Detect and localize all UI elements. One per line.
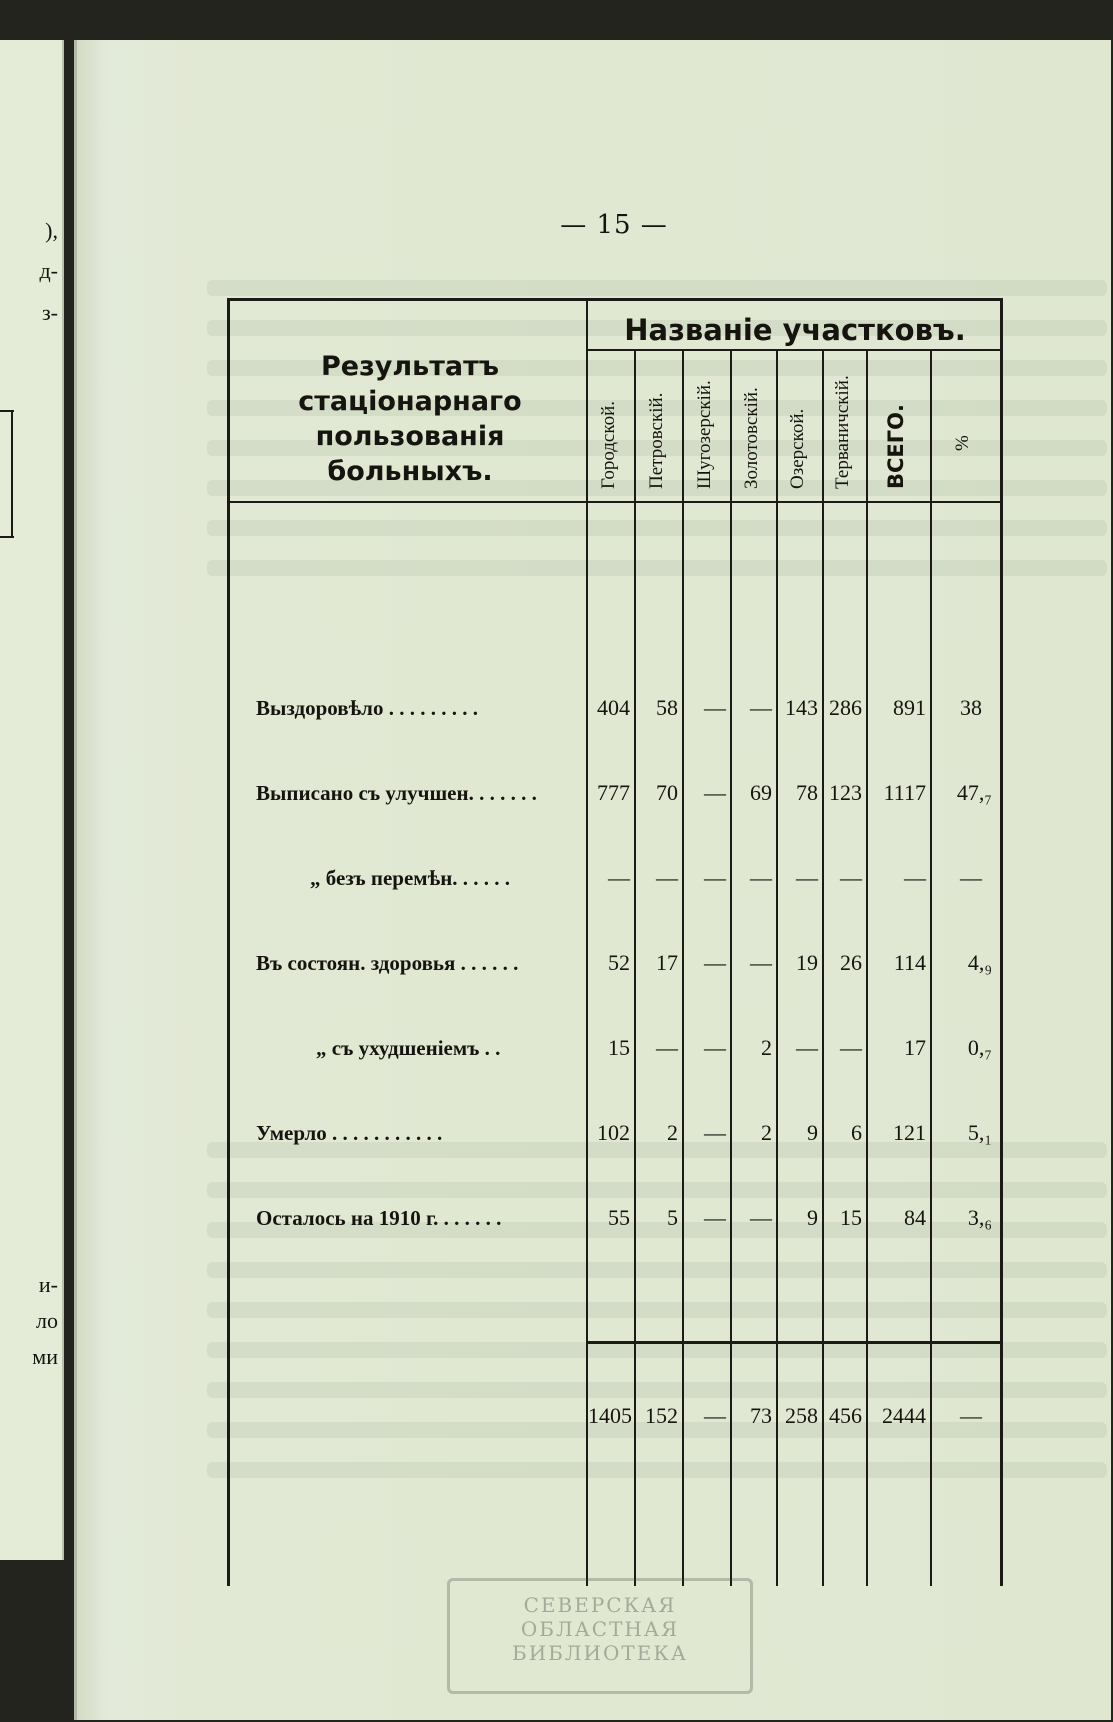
total-rule	[586, 1341, 1000, 1344]
table-cell: —	[704, 780, 726, 805]
row-label: Осталось на 1910 г. . . . . . .	[256, 1206, 502, 1230]
total-cell: 456	[829, 1403, 862, 1428]
table-cell: —	[840, 1035, 862, 1060]
row-label: Умерло . . . . . . . . . . .	[256, 1121, 443, 1145]
table-cell: 19	[796, 950, 818, 975]
table-cell: 1117	[883, 780, 926, 805]
table-cell: —	[704, 950, 726, 975]
table-cell: —	[608, 865, 630, 890]
table-cell: 70	[656, 780, 678, 805]
table-cell: 114	[893, 950, 926, 975]
table-cell: 78	[796, 780, 818, 805]
group-header-rule	[586, 349, 1000, 351]
table-cell: 0,₇	[967, 1035, 992, 1060]
table-cell: 286	[829, 695, 862, 720]
table-cell: 38	[960, 695, 982, 720]
table-cell: 121	[893, 1120, 926, 1145]
left-fragment: ми	[32, 1344, 58, 1369]
table-cell: 6	[851, 1120, 862, 1145]
left-fragment: ),	[45, 218, 58, 243]
row-label: Выздоровѣло . . . . . . . . .	[256, 696, 478, 720]
table-cell: —	[750, 950, 772, 975]
row-label: Въ состоян. здоровья . . . . . .	[256, 951, 519, 975]
col-header-total: ВСЕГО.	[884, 404, 908, 489]
table-cell: 47,₇	[956, 780, 992, 805]
col-header-shugozersky: Шугозерскій.	[694, 380, 715, 489]
table-cell: 17	[904, 1035, 926, 1060]
table-cell: —	[750, 1205, 772, 1230]
previous-page-edge	[0, 40, 64, 1560]
table-cell: 9	[807, 1120, 818, 1145]
col-header-percent: %	[952, 435, 973, 451]
table-cell: —	[704, 695, 726, 720]
table-cell: —	[904, 865, 926, 890]
table-cell: 123	[829, 780, 862, 805]
table-cell: 26	[840, 950, 862, 975]
table-cell: —	[960, 865, 982, 890]
table-cell: 17	[656, 950, 678, 975]
table-cell: 9	[807, 1205, 818, 1230]
group-header: Названіе участковъ.	[624, 313, 966, 347]
table-cell: 143	[785, 695, 818, 720]
table-cell: 52	[608, 950, 630, 975]
col-header-zolotovsky: Золотовскій.	[741, 387, 762, 489]
table-cell: 891	[893, 695, 926, 720]
table-cell: —	[656, 865, 678, 890]
table-cell: 58	[656, 695, 678, 720]
table-cell: —	[704, 1035, 726, 1060]
table-cell: 84	[904, 1205, 926, 1230]
table-cell: 3,₆	[967, 1205, 992, 1230]
table-cell: 2	[667, 1120, 678, 1145]
col-header-petrovsky: Петровскій.	[646, 392, 667, 489]
table-cell: 5,₁	[967, 1120, 992, 1145]
col-divider	[586, 301, 588, 1586]
table-cell: 2	[761, 1035, 772, 1060]
total-cell: —	[960, 1403, 982, 1428]
table-cell: 69	[750, 780, 772, 805]
results-table	[227, 298, 1003, 1586]
stamp-text: СЕВЕРСКАЯ ОБЛАСТНАЯ БИБЛИОТЕКА	[512, 1593, 688, 1665]
left-fragment: и-	[38, 1272, 58, 1297]
table-cell: 102	[597, 1120, 630, 1145]
row-label: Выписано съ улучшен. . . . . . .	[256, 781, 537, 805]
col-header-tervanichsky: Терваничскій.	[832, 375, 853, 489]
table-cell: —	[840, 865, 862, 890]
left-rule	[0, 536, 14, 538]
table-cell: —	[704, 1205, 726, 1230]
table-cell: —	[704, 1120, 726, 1145]
table-cell: —	[796, 865, 818, 890]
library-stamp	[447, 1578, 753, 1694]
total-cell: 258	[785, 1403, 818, 1428]
total-cell: 152	[645, 1403, 678, 1428]
table-cell: 777	[597, 780, 630, 805]
total-cell: 1405	[588, 1403, 632, 1428]
row-label: „ съ ухудшеніемъ . .	[316, 1036, 501, 1060]
table-cell: 15	[608, 1035, 630, 1060]
table-cell: —	[656, 1035, 678, 1060]
table-cell: 2	[761, 1120, 772, 1145]
table-cell: —	[796, 1035, 818, 1060]
col-header-gorodskoy: Городской.	[598, 400, 619, 489]
table-cell: —	[750, 695, 772, 720]
table-cell: —	[704, 865, 726, 890]
table-cell: 55	[608, 1205, 630, 1230]
total-cell: —	[704, 1403, 726, 1428]
left-fragment: ло	[36, 1308, 58, 1333]
total-cell: 73	[750, 1403, 772, 1428]
left-fragment: д-	[39, 258, 58, 283]
total-cell: 2444	[882, 1403, 926, 1428]
table-cell: 404	[597, 695, 630, 720]
table-cell: 4,₉	[967, 950, 992, 975]
table-cell: 15	[840, 1205, 862, 1230]
table-cell: 5	[667, 1205, 678, 1230]
table-cell: —	[750, 865, 772, 890]
page-number: — 15 —	[560, 210, 668, 240]
left-fragment: з-	[41, 300, 58, 325]
row-header: Результатъ стаціонарнаго пользованія больныхъ.	[298, 351, 522, 487]
row-label: „ безъ перемѣн. . . . . .	[310, 866, 511, 890]
header-bottom-rule	[230, 501, 1000, 503]
book-page	[74, 40, 1111, 1720]
left-vrule	[11, 412, 13, 536]
col-header-ozerskoy: Озерской.	[787, 408, 808, 489]
